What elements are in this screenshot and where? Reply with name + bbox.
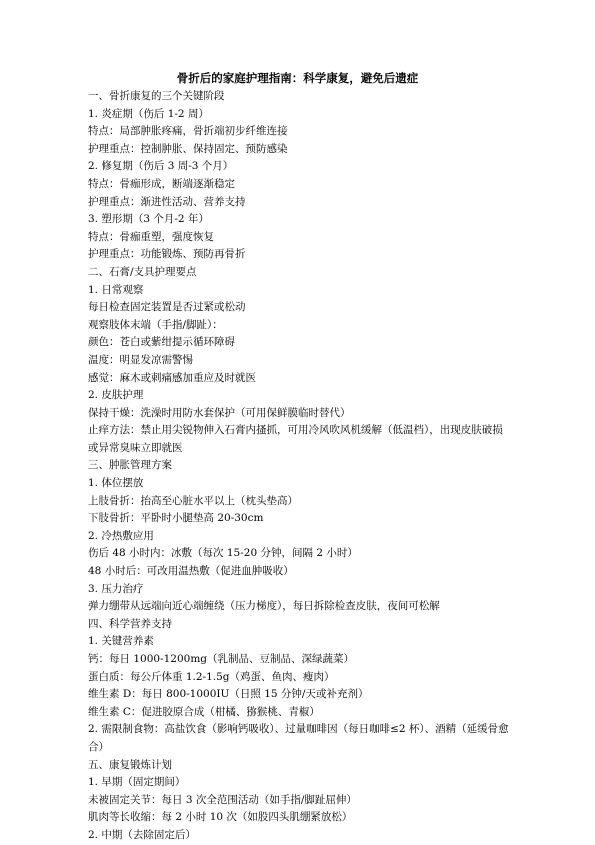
subsection-heading: 2. 皮肤护理	[88, 389, 144, 402]
body-line: 维生素 C：促进胶原合成（柑橘、猕猴桃、青椒）	[88, 705, 320, 718]
body-line: 维生素 D：每日 800-1000IU（日照 15 分钟/天或补充剂）	[88, 688, 369, 701]
body-line: 感觉：麻木或刺痛感加重应及时就医	[88, 371, 256, 384]
section-heading: 五、康复锻炼计划	[88, 758, 172, 771]
subsection-heading: 1. 日常观察	[88, 283, 144, 296]
subsection-heading: 3. 压力治疗	[88, 582, 144, 595]
document-body	[88, 88, 513, 845]
body-line: 伤后 48 小时内：冰敷（每次 15-20 分钟，间隔 2 小时）	[88, 547, 358, 560]
section-heading: 一、骨折康复的三个关键阶段	[88, 90, 225, 102]
body-line: 上肢骨折：抬高至心脏水平以上（枕头垫高）	[88, 494, 298, 507]
body-line: 护理重点：控制肿胀、保持固定、预防感染	[88, 142, 288, 155]
body-paragraph: 2. 需限制食物：高盐饮食（影响钙吸收）、过量咖啡因（每日咖啡≤2 杯）、酒精（延缓骨愈合）	[88, 723, 509, 753]
body-line: 温度：明显发凉需警惕	[88, 353, 193, 366]
section-heading: 四、科学营养支持	[88, 617, 172, 630]
body-line: 蛋白质：每公斤体重 1.2-1.5g（鸡蛋、鱼肉、瘦肉）	[88, 670, 335, 683]
body-line: 未被固定关节：每日 3 次全范围活动（如手指/脚趾屈伸）	[88, 793, 357, 806]
subsection-heading: 2. 修复期（伤后 3 周-3 个月）	[88, 160, 234, 173]
subsection-heading: 2. 冷热敷应用	[88, 529, 154, 542]
body-line: 颜色：苍白或紫绀提示循环障碍	[88, 336, 235, 349]
subsection-heading: 3. 塑形期（3 个月-2 年）	[88, 213, 209, 226]
body-line: 肌肉等长收缩：每 2 小时 10 次（如股四头肌绷紧放松）	[88, 811, 353, 824]
subsection-heading: 1. 早期（固定期间）	[88, 776, 186, 789]
subsection-heading: 1. 炎症期（伤后 1-2 周）	[88, 107, 209, 120]
section-heading: 二、石膏/支具护理要点	[88, 265, 197, 278]
section-heading: 三、肿胀管理方案	[88, 459, 172, 472]
body-line: 弹力绷带从远端向近心端缠绕（压力梯度），每日拆除检查皮肤，夜间可松解	[88, 600, 440, 613]
body-line: 特点：骨痂形成，断端逐渐稳定	[88, 177, 235, 190]
body-line: 特点：局部肿胀疼痛，骨折端初步纤维连接	[88, 125, 288, 138]
subsection-heading: 2. 中期（去除固定后）	[88, 828, 196, 841]
body-line: 下肢骨折：平卧时小腿垫高 20-30cm	[88, 512, 264, 525]
document-title: 骨折后的家庭护理指南：科学康复，避免后遗症	[176, 71, 419, 85]
body-paragraph: 止痒方法：禁止用尖锐物伸入石膏内搔抓，可用冷风吹风机缓解（低温档），出现皮肤破损或异常臭味立即就医	[88, 424, 503, 454]
body-line: 特点：骨痂重塑，强度恢复	[88, 230, 214, 243]
body-line: 每日检查固定装置是否过紧或松动	[88, 301, 246, 314]
body-line: 48 小时后：可改用温热敷（促进血肿吸收）	[88, 565, 294, 578]
body-line: 护理重点：渐进性活动、营养支持	[88, 195, 246, 208]
body-line: 保持干燥：洗澡时用防水套保护（可用保鲜膜临时替代）	[88, 406, 351, 419]
subsection-heading: 1. 体位摆放	[88, 477, 144, 490]
subsection-heading: 1. 关键营养素	[88, 635, 154, 648]
body-line: 钙：每日 1000-1200mg（乳制品、豆制品、深绿蔬菜）	[88, 653, 355, 665]
body-line: 护理重点：功能锻炼、预防再骨折	[88, 248, 246, 261]
body-line: 观察肢体末端（手指/脚趾）：	[88, 318, 223, 331]
